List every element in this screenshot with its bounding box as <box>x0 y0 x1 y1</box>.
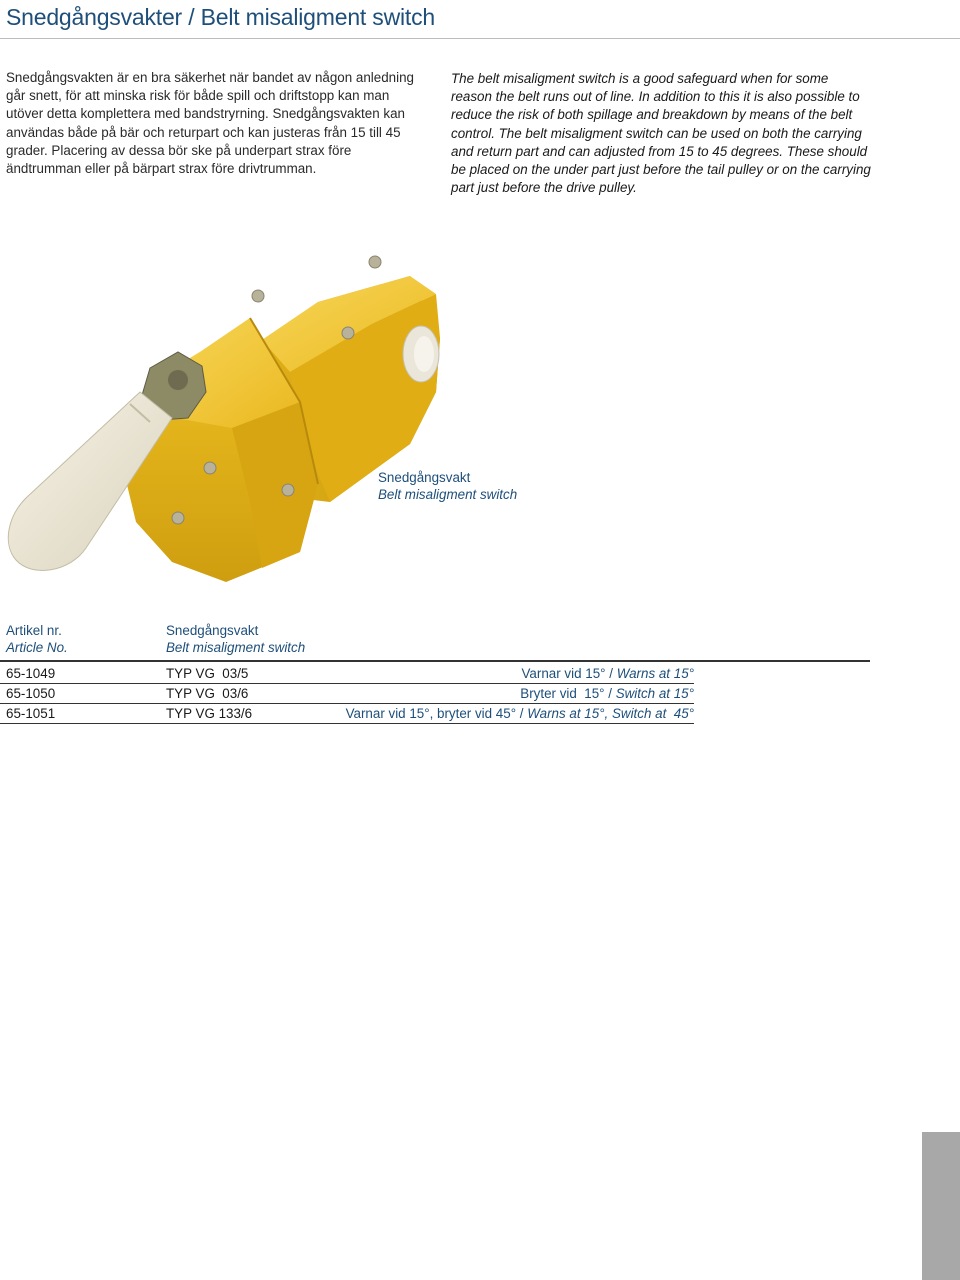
intro-english: The belt misaligment switch is a good safeguard when for some reason the belt runs out of line. In addition to this it is also possible to reduce the risk of both spillage and breakdown by means of the belt control. The belt misaligment switch can be used on both the carrying and return part and can adjusted from 15 to 45 degrees. These should be placed on the under part just before the tail pulley or on the carrying part just before the drive pulley. <box>451 71 871 196</box>
description-header-swedish: Snedgångsvakt <box>166 623 259 638</box>
photo-caption-english: Belt misaligment switch <box>378 487 518 502</box>
photo-caption-swedish: Snedgångsvakt <box>378 470 471 485</box>
page-title: Snedgångsvakter / Belt misaligment switch <box>6 4 436 30</box>
function-swedish: Varnar vid 15° <box>521 666 606 681</box>
model-type: TYP VG 03/6 <box>166 686 249 701</box>
column-header-article <box>6 622 68 656</box>
table-row <box>0 683 694 704</box>
function-text: Varnar vid 15°, bryter vid 45° / Warns at 15°, Switch at 45° <box>345 706 694 721</box>
table-row <box>0 663 694 684</box>
title-divider <box>0 38 960 39</box>
function-english: Warns at 15°, Switch at 45° <box>527 706 694 721</box>
intro-swedish: Snedgångsvakten är en bra säkerhet när bandet av någon anledning går snett, för att minska risk för både spill och driftstopp kan man utöver detta komplettera med bandstryrning. Snedgångsvakten kan användas både på bär och returpart och kan justeras från 15 till 45 grader. Placering av dessa bör ske på underpart strax före ändtrumman eller på bärpart strax före drivtrumman. <box>6 70 414 177</box>
article-header-swedish: Artikel nr. <box>6 623 62 638</box>
function-text: Varnar vid 15° / Warns at 15° <box>521 666 694 681</box>
article-number: 65-1049 <box>6 666 56 681</box>
function-text: Bryter vid 15° / Switch at 15° <box>520 686 694 701</box>
function-swedish: Varnar vid 15°, bryter vid 45° <box>345 706 517 721</box>
model-type: TYP VG 133/6 <box>166 706 253 721</box>
article-number: 65-1050 <box>6 686 56 701</box>
table-row <box>0 703 694 724</box>
function-swedish: Bryter vid 15° <box>520 686 605 701</box>
page-side-tab <box>922 1132 960 1280</box>
table-top-divider <box>0 660 870 662</box>
article-number: 65-1051 <box>6 706 56 721</box>
photo-caption <box>378 469 517 503</box>
column-header-description <box>166 622 305 656</box>
article-header-english: Article No. <box>6 640 68 655</box>
description-header-english: Belt misaligment switch <box>166 640 306 655</box>
function-english: Warns at 15° <box>616 666 694 681</box>
model-type: TYP VG 03/5 <box>166 666 249 681</box>
function-english: Switch at 15° <box>615 686 694 701</box>
product-photo <box>0 232 470 604</box>
